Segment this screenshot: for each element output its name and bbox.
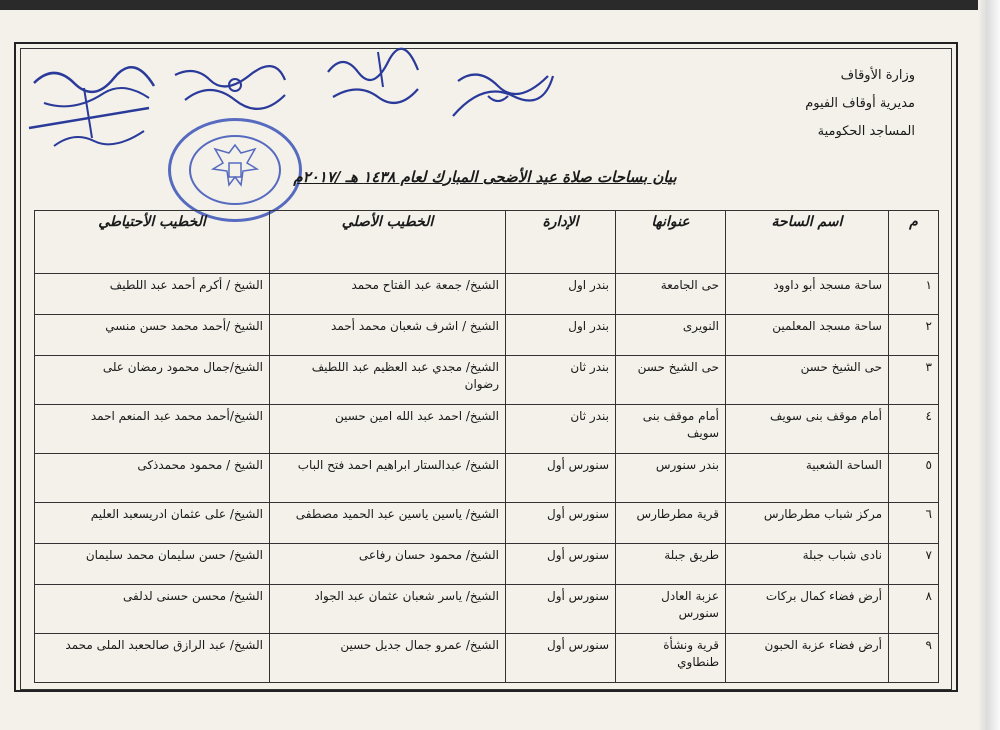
cell-square: أرض فضاء كمال بركات [726,585,889,634]
cell-square: ساحة مسجد المعلمين [726,315,889,356]
cell-admin: بندر ثان [506,356,616,405]
signature-right [448,56,558,136]
table-row [35,405,939,454]
cell-admin: سنورس أول [506,634,616,683]
cell-main-preacher: الشيخ/ عمرو جمال جديل حسين [270,634,506,683]
cell-admin: سنورس أول [506,544,616,585]
cell-admin: بندر ثان [506,405,616,454]
table-row [35,454,939,503]
cell-num: ٦ [889,503,939,544]
cell-square: نادى شباب جبلة [726,544,889,585]
cell-address: أمام موقف بنى سويف [616,405,726,454]
cell-main-preacher: الشيخ/ محمود حسان رفاعى [270,544,506,585]
cell-address: حى الجامعة [616,274,726,315]
cell-square: أمام موقف بنى سويف [726,405,889,454]
cell-admin: بندر اول [506,274,616,315]
header-admin: الإدارة [506,211,616,274]
scan-edge-top [0,0,1000,10]
cell-address: النويرى [616,315,726,356]
cell-num: ٣ [889,356,939,405]
scan-edge-right [978,0,1000,730]
signature-center [318,42,428,112]
header-num: م [889,211,939,274]
cell-square: الساحة الشعبية [726,454,889,503]
cell-main-preacher: الشيخ / اشرف شعبان محمد أحمد [270,315,506,356]
cell-num: ١ [889,274,939,315]
cell-backup-preacher: الشيخ/ عبد الرازق صالحعبد الملى محمد [35,634,270,683]
table-row [35,503,939,544]
header-square: اسم الساحة [726,211,889,274]
cell-num: ٧ [889,544,939,585]
cell-main-preacher: الشيخ/ احمد عبد الله امين حسين [270,405,506,454]
table-row [35,634,939,683]
cell-backup-preacher: الشيخ / أكرم أحمد عبد اللطيف [35,274,270,315]
document-title: بيان بساحات صلاة عيد الأضحى المبارك لعام ١٤٣٨ هـ /٢٠١٧م [293,168,677,186]
cell-backup-preacher: الشيخ/ حسن سليمان محمد سليمان [35,544,270,585]
cell-address: عزبة العادل سنورس [616,585,726,634]
cell-main-preacher: الشيخ/ ياسر شعبان عثمان عبد الجواد [270,585,506,634]
header-main-preacher: الخطيب الأصلي [270,211,506,274]
cell-num: ٥ [889,454,939,503]
cell-admin: سنورس أول [506,503,616,544]
cell-square: حى الشيخ حسن [726,356,889,405]
directorate-name: مديرية أوقاف الفيوم [805,96,915,111]
cell-backup-preacher: الشيخ/أحمد محمد عبد المنعم احمد [35,405,270,454]
cell-address: حى الشيخ حسن [616,356,726,405]
header-backup-preacher: الخطيب الأحتياطي [35,211,270,274]
cell-backup-preacher: الشيخ/ محسن حسنى لدلفى [35,585,270,634]
signature-middle-left [165,55,295,125]
table-row [35,585,939,634]
cell-address: قرية ونشأة طنطاوي [616,634,726,683]
letterhead [695,62,915,146]
table-row [35,274,939,315]
cell-admin: سنورس أول [506,454,616,503]
cell-backup-preacher: الشيخ/ على عثمان ادريسعبد العليم [35,503,270,544]
cell-square: ساحة مسجد أبو داوود [726,274,889,315]
squares-table [34,210,939,683]
cell-num: ٩ [889,634,939,683]
cell-address: قرية مطرطارس [616,503,726,544]
cell-admin: سنورس أول [506,585,616,634]
ministry-name: وزارة الأوقاف [840,68,915,83]
cell-num: ٢ [889,315,939,356]
department-name: المساجد الحكومية [817,124,915,139]
table-header-row [35,211,939,274]
cell-square: أرض فضاء عزبة الحبون [726,634,889,683]
header-address: عنوانها [616,211,726,274]
cell-backup-preacher: الشيخ / محمود محمدذكى [35,454,270,503]
table-row [35,544,939,585]
cell-main-preacher: الشيخ/ مجدي عبد العظيم عبد اللطيف رضوان [270,356,506,405]
cell-main-preacher: الشيخ/ جمعة عبد الفتاح محمد [270,274,506,315]
cell-address: بندر سنورس [616,454,726,503]
table-row [35,315,939,356]
cell-num: ٨ [889,585,939,634]
cell-admin: بندر اول [506,315,616,356]
cell-square: مركز شباب مطرطارس [726,503,889,544]
cell-backup-preacher: الشيخ /أحمد محمد حسن منسي [35,315,270,356]
cell-backup-preacher: الشيخ/جمال محمود رمضان على [35,356,270,405]
cell-num: ٤ [889,405,939,454]
cell-address: طريق جبلة [616,544,726,585]
signature-left [24,58,174,168]
cell-main-preacher: الشيخ/ ياسين ياسين عبد الحميد مصطفى [270,503,506,544]
table-row [35,356,939,405]
cell-main-preacher: الشيخ/ عبدالستار ابراهيم احمد فتح الباب [270,454,506,503]
